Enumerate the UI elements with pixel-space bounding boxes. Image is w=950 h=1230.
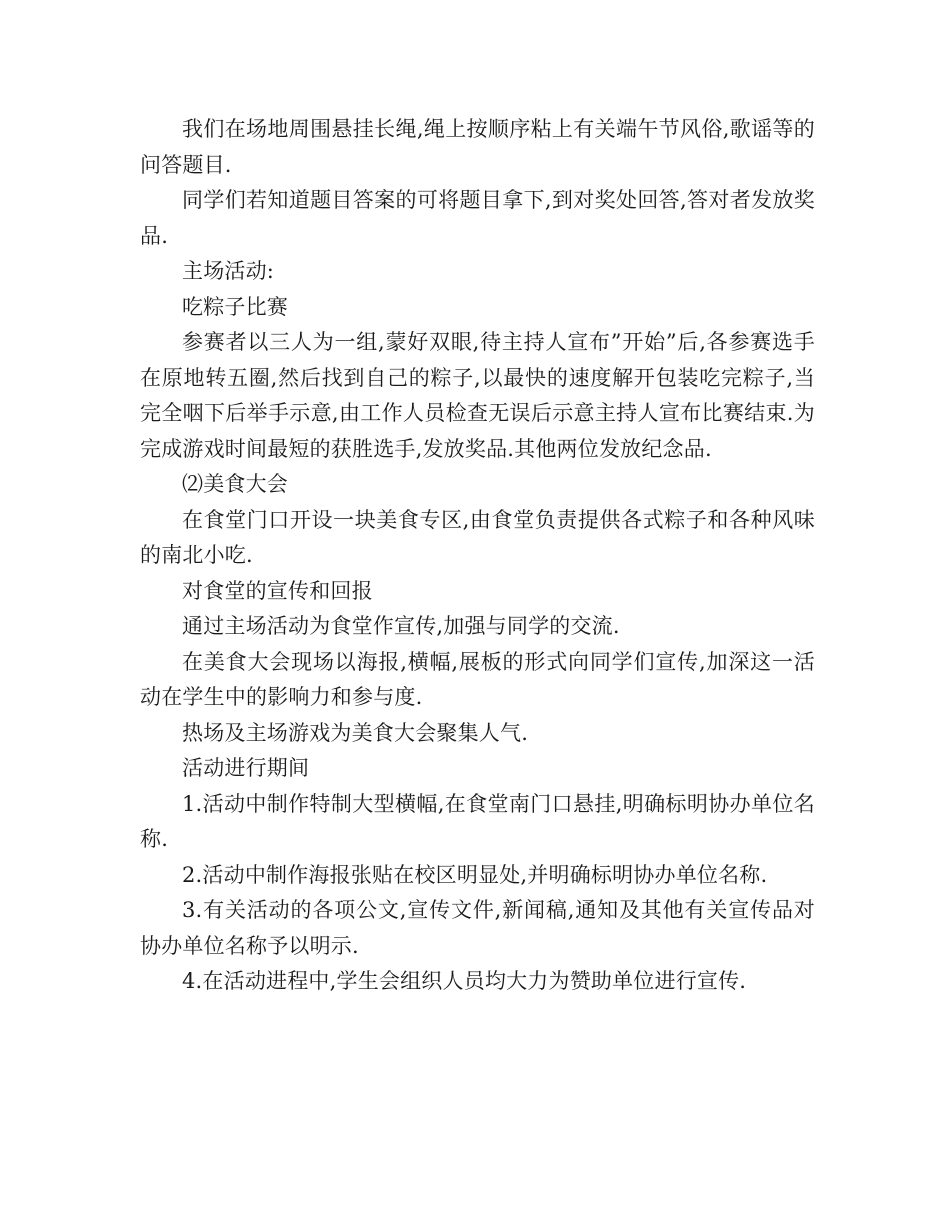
heading-main-activity: 主场活动: bbox=[182, 259, 275, 283]
paragraph-answer-prizes: 同学们若知道题目答案的可将题目拿下,到对奖处回答,答对者发放奖品. bbox=[140, 188, 815, 248]
list-item-documents: 3.有关活动的各项公文,宣传文件,新闻稿,通知及其他有关宣传品对协办单位名称予以明示. bbox=[140, 898, 815, 958]
list-item-staff-promotion: 4.在活动进程中,学生会组织人员均大力为赞助单位进行宣传. bbox=[182, 969, 747, 993]
paragraph-popularity: 热场及主场游戏为美食大会聚集人气. bbox=[182, 720, 529, 745]
heading-canteen-promotion: 对食堂的宣传和回报 bbox=[182, 578, 373, 603]
paragraph-posters-banners: 在美食大会现场以海报,横幅,展板的形式向同学们宣传,加深这一活动在学生中的影响力和参与度. bbox=[140, 649, 815, 709]
heading-food-fair: ⑵美食大会 bbox=[182, 472, 288, 496]
paragraph-food-zone: 在食堂门口开设一块美食专区,由食堂负责提供各式粽子和各种风味的南北小吃. bbox=[140, 507, 815, 567]
paragraph-contest-rules: 参赛者以三人为一组,蒙好双眼,待主持人宣布”开始”后,各参赛选手在原地转五圈,然后找到自己的粽子,以最快的速度解开包装吃完粽子,当完全咽下后举手示意,由工作人员检查无误后示意主持人宣布比赛结束.为完成游戏时间最短的获胜选手,发放奖品.其他两位发放纪念品. bbox=[140, 330, 815, 461]
document-body bbox=[140, 112, 815, 1000]
list-item-banner: 1.活动中制作特制大型横幅,在食堂南门口悬挂,明确标明协办单位名称. bbox=[140, 791, 815, 851]
heading-during-activity: 活动进行期间 bbox=[182, 756, 310, 780]
paragraph-hanging-questions: 我们在场地周围悬挂长绳,绳上按顺序粘上有关端午节风俗,歌谣等的问答题目. bbox=[140, 117, 815, 177]
list-item-posters: 2.活动中制作海报张贴在校区明显处,并明确标明协办单位名称. bbox=[182, 862, 768, 887]
paragraph-promotion-exchange: 通过主场活动为食堂作宣传,加强与同学的交流. bbox=[182, 614, 620, 638]
heading-zongzi-contest: 吃粽子比赛 bbox=[182, 294, 288, 319]
